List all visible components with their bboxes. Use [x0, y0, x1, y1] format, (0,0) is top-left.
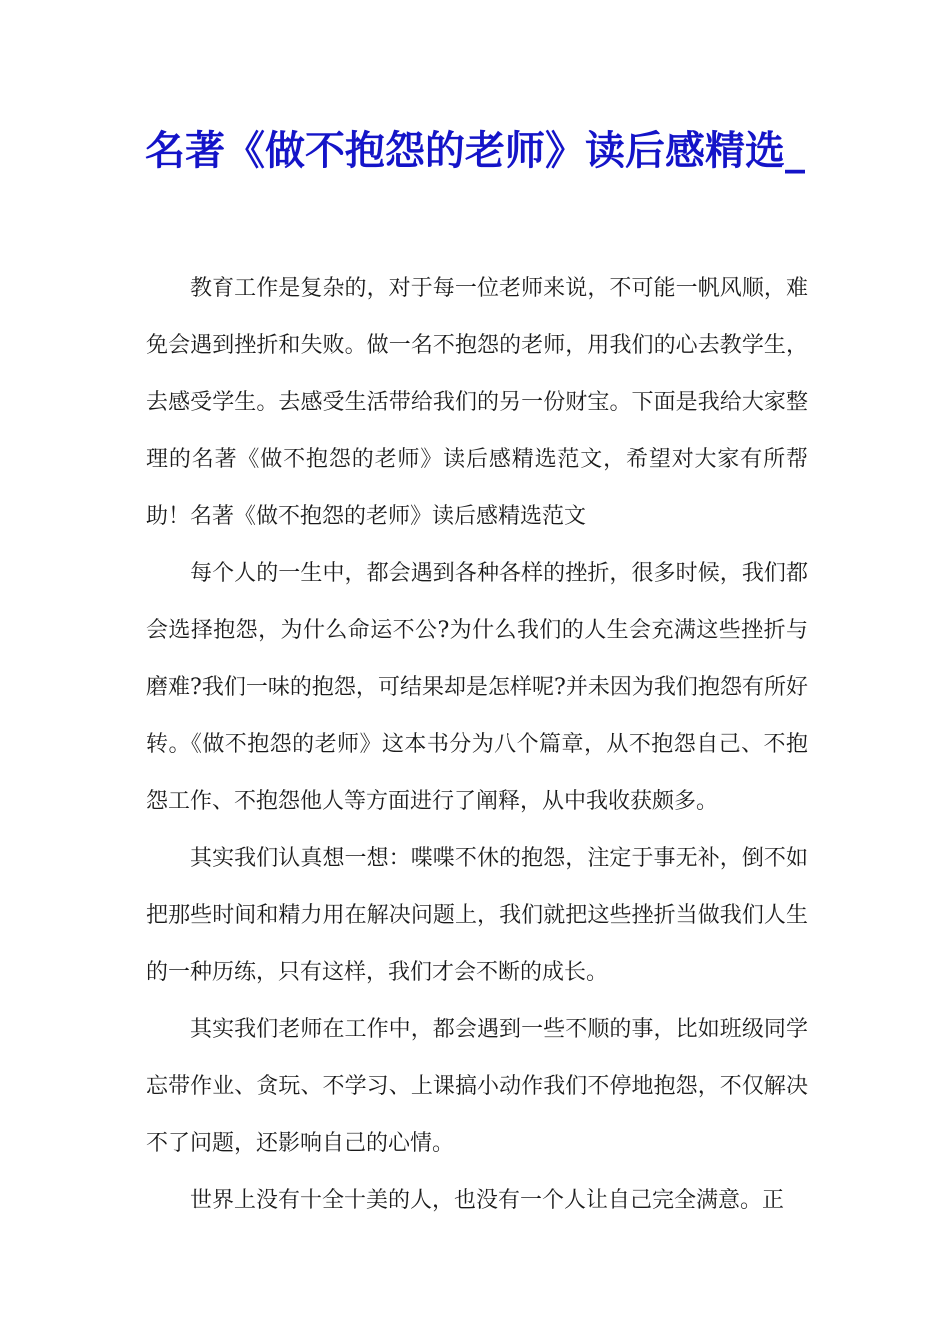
document-body [146, 260, 808, 1229]
paragraph-2: 每个人的一生中，都会遇到各种各样的挫折，很多时候，我们都会选择抱怨，为什么命运不公?为什么我们的人生会充满这些挫折与磨难?我们一味的抱怨，可结果却是怎样呢?并未因为我们抱怨有所好转。《做不抱怨的老师》这本书分为八个篇章，从不抱怨自己、不抱怨工作、不抱怨他人等方面进行了阐释，从中我收获颇多。 [146, 561, 808, 814]
paragraph-1: 教育工作是复杂的，对于每一位老师来说，不可能一帆风顺，难免会遇到挫折和失败。做一名不抱怨的老师，用我们的心去教学生，去感受学生。去感受生活带给我们的另一份财宝。下面是我给大家整理的名著《做不抱怨的老师》读后感精选范文，希望对大家有所帮助！名著《做不抱怨的老师》读后感精选范文 [146, 276, 808, 529]
paragraph-5: 世界上没有十全十美的人，也没有一个人让自己完全满意。正 [190, 1188, 785, 1213]
paragraph-3: 其实我们认真想一想：喋喋不休的抱怨，注定于事无补，倒不如把那些时间和精力用在解决问题上，我们就把这些挫折当做我们人生的一种历练，只有这样，我们才会不断的成长。 [146, 846, 808, 985]
paragraph-4: 其实我们老师在工作中，都会遇到一些不顺的事，比如班级同学忘带作业、贪玩、不学习、上课搞小动作我们不停地抱怨，不仅解决不了问题，还影响自己的心情。 [146, 1017, 808, 1156]
document-title: 名著《做不抱怨的老师》读后感精选_ [145, 127, 805, 174]
